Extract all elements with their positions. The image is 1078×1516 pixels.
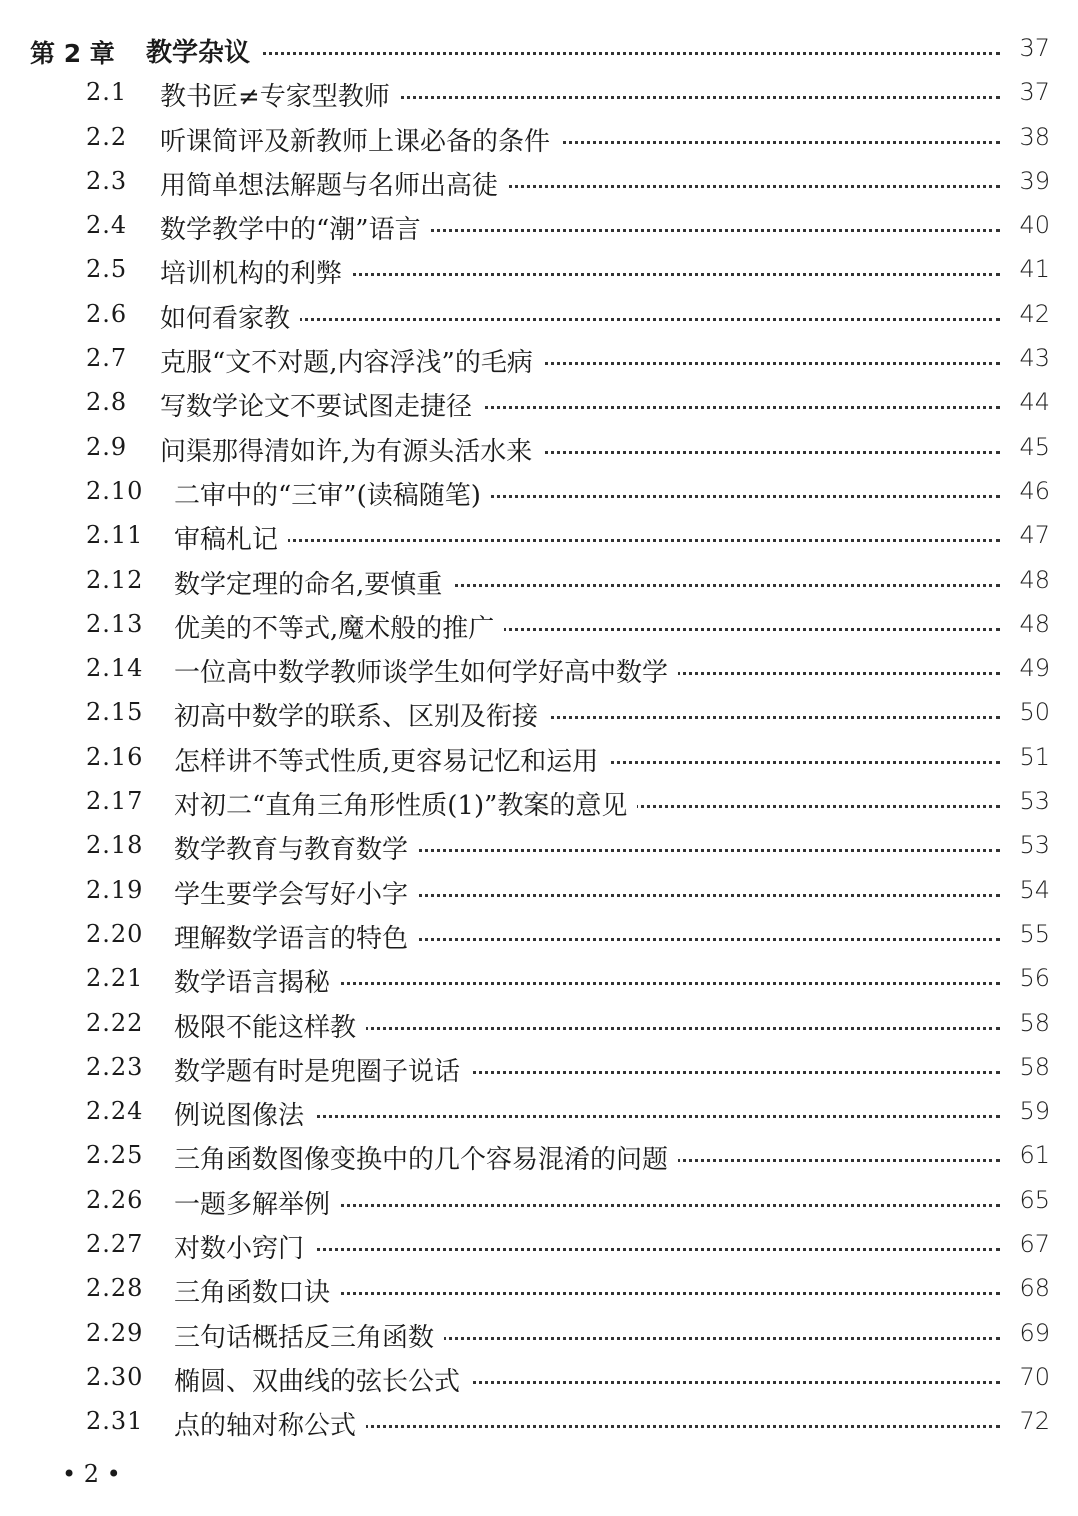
section-page-number: 44: [1013, 388, 1050, 416]
section-page-number: 61: [1013, 1141, 1050, 1169]
section-number: 2.2: [86, 122, 128, 151]
section-number: 2.24: [86, 1097, 144, 1126]
section-number: 2.26: [86, 1185, 144, 1214]
section-page-number: 45: [1013, 433, 1050, 461]
section-page-number: 58: [1013, 1053, 1050, 1081]
section-page-number: 59: [1013, 1097, 1050, 1125]
toc-entry: [0, 292, 1078, 336]
toc-entry: [0, 513, 1078, 557]
section-title: 如何看家教: [160, 298, 300, 335]
section-page-number: 69: [1013, 1319, 1050, 1347]
section-page-number: 53: [1013, 787, 1050, 815]
section-number: 2.6: [86, 299, 128, 328]
section-page-number: 51: [1013, 743, 1050, 771]
section-page-number: 38: [1013, 123, 1050, 151]
section-page-number: 55: [1013, 920, 1050, 948]
section-title: 审稿札记: [174, 519, 288, 556]
section-title: 培训机构的利弊: [160, 253, 352, 290]
toc-entry: [0, 1089, 1078, 1133]
section-title: 一位高中数学教师谈学生如何学好高中数学: [174, 652, 678, 689]
section-number: 2.4: [86, 211, 128, 240]
section-title: 数学语言揭秘: [174, 962, 340, 999]
toc-entry: [0, 823, 1078, 867]
section-number: 2.23: [86, 1052, 144, 1081]
section-title: 极限不能这样教: [174, 1007, 366, 1044]
section-page-number: 41: [1013, 255, 1050, 283]
toc-entry: [0, 868, 1078, 912]
section-number: 2.28: [86, 1274, 144, 1303]
section-number: 2.9: [86, 432, 128, 461]
section-number: 2.3: [86, 166, 128, 195]
section-number: 2.5: [86, 255, 128, 284]
section-number: 2.16: [86, 742, 144, 771]
section-number: 2.21: [86, 964, 144, 993]
chapter-page-number: 37: [1013, 34, 1050, 62]
section-page-number: 65: [1013, 1186, 1050, 1214]
section-number: 2.29: [86, 1318, 144, 1347]
toc-entry: [0, 1178, 1078, 1222]
section-page-number: 70: [1013, 1363, 1050, 1391]
section-number: 2.25: [86, 1141, 144, 1170]
dot-leader: [250, 1292, 1000, 1295]
section-number: 2.1: [86, 78, 128, 107]
section-page-number: 42: [1013, 300, 1050, 328]
section-number: 2.10: [86, 476, 144, 505]
toc-entry: [0, 1355, 1078, 1399]
section-number: 2.27: [86, 1230, 144, 1259]
section-title: 学生要学会写好小字: [174, 874, 418, 911]
section-page-number: 39: [1013, 167, 1050, 195]
toc-entry: [0, 690, 1078, 734]
toc-entry: [0, 956, 1078, 1000]
section-title: 理解数学语言的特色: [174, 918, 418, 955]
section-title: 克服“文不对题,内容浮浅”的毛病: [160, 342, 543, 379]
section-title: 一题多解举例: [174, 1184, 340, 1221]
section-page-number: 58: [1013, 1009, 1050, 1037]
toc-entry: [0, 1045, 1078, 1089]
section-title: 三句话概括反三角函数: [174, 1317, 444, 1354]
toc-entry: [0, 1399, 1078, 1443]
section-number: 2.30: [86, 1362, 144, 1391]
section-page-number: 48: [1013, 610, 1050, 638]
section-title: 对数小窍门: [174, 1228, 314, 1265]
dot-leader: [250, 273, 1000, 276]
section-title: 三角函数图像变换中的几个容易混淆的问题: [174, 1139, 678, 1176]
section-title: 怎样讲不等式性质,更容易记忆和运用: [174, 741, 608, 778]
toc-entry: [0, 558, 1078, 602]
toc-entry: [0, 203, 1078, 247]
section-number: 2.8: [86, 388, 128, 417]
toc-entry: [0, 70, 1078, 114]
chapter-title: 教学杂议: [146, 32, 260, 69]
section-page-number: 68: [1013, 1274, 1050, 1302]
toc-entry: [0, 1266, 1078, 1310]
section-title: 椭圆、双曲线的弦长公式: [174, 1361, 470, 1398]
section-title: 初高中数学的联系、区别及衔接: [174, 696, 548, 733]
toc-entry: [0, 1311, 1078, 1355]
section-page-number: 56: [1013, 964, 1050, 992]
section-number: 2.18: [86, 831, 144, 860]
section-number: 2.15: [86, 698, 144, 727]
section-number: 2.19: [86, 875, 144, 904]
toc-entry: [0, 912, 1078, 956]
toc-entry: [0, 469, 1078, 513]
section-page-number: 54: [1013, 876, 1050, 904]
dot-leader: [250, 1204, 1000, 1207]
section-page-number: 40: [1013, 211, 1050, 239]
section-title: 用简单想法解题与名师出高徒: [160, 165, 508, 202]
section-title: 点的轴对称公式: [174, 1405, 366, 1442]
section-title: 三角函数口诀: [174, 1272, 340, 1309]
dot-leader: [250, 52, 1000, 55]
dot-leader: [250, 318, 1000, 321]
section-title: 例说图像法: [174, 1095, 314, 1132]
section-title: 听课简评及新教师上课必备的条件: [160, 121, 560, 158]
toc-entry: [0, 1222, 1078, 1266]
section-page-number: 53: [1013, 831, 1050, 859]
section-title: 写数学论文不要试图走捷径: [160, 386, 482, 423]
section-page-number: 72: [1013, 1407, 1050, 1435]
section-number: 2.13: [86, 609, 144, 638]
section-number: 2.31: [86, 1407, 144, 1436]
section-title: 数学教学中的“潮”语言: [160, 209, 431, 246]
section-number: 2.20: [86, 919, 144, 948]
toc-entry: [0, 1001, 1078, 1045]
section-page-number: 48: [1013, 566, 1050, 594]
dot-leader: [250, 982, 1000, 985]
section-number: 2.17: [86, 787, 144, 816]
toc-entry: [0, 779, 1078, 823]
chapter-heading: [0, 26, 1078, 70]
toc-entry: [0, 336, 1078, 380]
section-page-number: 47: [1013, 521, 1050, 549]
dot-leader: [250, 539, 1000, 542]
section-page-number: 67: [1013, 1230, 1050, 1258]
section-title: 优美的不等式,魔术般的推广: [174, 608, 504, 645]
dot-leader: [250, 1115, 1000, 1118]
section-page-number: 43: [1013, 344, 1050, 372]
section-number: 2.22: [86, 1008, 144, 1037]
section-title: 数学教育与教育数学: [174, 829, 418, 866]
toc-entry: [0, 1133, 1078, 1177]
toc-entry: [0, 247, 1078, 291]
toc-entry: [0, 735, 1078, 779]
section-title: 数学定理的命名,要慎重: [174, 564, 452, 601]
section-number: 2.11: [86, 521, 144, 550]
toc-entry: [0, 115, 1078, 159]
section-page-number: 46: [1013, 477, 1050, 505]
section-page-number: 37: [1013, 78, 1050, 106]
section-page-number: 49: [1013, 654, 1050, 682]
section-number: 2.12: [86, 565, 144, 594]
section-title: 数学题有时是兜圈子说话: [174, 1051, 470, 1088]
page-footer-number: • 2 •: [62, 1460, 121, 1488]
toc-entry: [0, 646, 1078, 690]
toc-entry: [0, 159, 1078, 203]
toc-entry: [0, 425, 1078, 469]
table-of-contents: [0, 26, 1078, 1444]
section-title: 对初二“直角三角形性质(1)”教案的意见: [174, 785, 637, 822]
toc-entry: [0, 602, 1078, 646]
chapter-label: 第 2 章: [30, 39, 115, 68]
toc-entry: [0, 380, 1078, 424]
section-number: 2.14: [86, 654, 144, 683]
section-title: 二审中的“三审”(读稿随笔): [174, 475, 491, 512]
section-title: 问渠那得清如许,为有源头活水来: [160, 431, 542, 468]
section-page-number: 50: [1013, 698, 1050, 726]
section-number: 2.7: [86, 344, 128, 373]
section-title: 教书匠≠专家型教师: [160, 76, 400, 113]
dot-leader: [250, 1248, 1000, 1251]
